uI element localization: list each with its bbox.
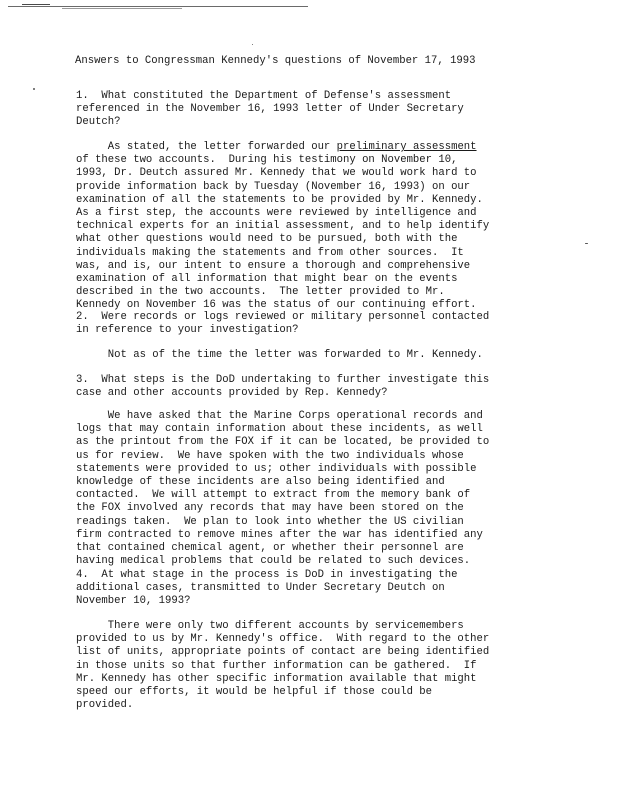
scan-speck bbox=[585, 243, 588, 244]
answer-4 bbox=[76, 620, 556, 712]
answer-line: technical experts for an initial assessment, and to help identify bbox=[76, 220, 490, 233]
scan-artifact-line bbox=[8, 6, 308, 7]
document-title: Answers to Congressman Kennedy's questions of November 17, 1993 bbox=[75, 55, 476, 67]
answer-line: as the printout from the FOX if it can be located, be provided to bbox=[76, 436, 490, 449]
answer-line: There were only two different accounts by servicemembers bbox=[76, 620, 464, 632]
question-2 bbox=[76, 311, 556, 337]
scan-speck bbox=[252, 44, 253, 45]
answer-line: that contained chemical agent, or whether their personnel are bbox=[76, 541, 464, 554]
answer-line: As a first step, the accounts were reviewed by intelligence and bbox=[76, 206, 477, 219]
answer-line: examination of all the statements to be provided by Mr. Kennedy. bbox=[76, 193, 483, 206]
answer-line: the FOX involved any records that may have been stored on the bbox=[76, 502, 464, 515]
answer-line: firm contracted to remove mines after the war has identified any bbox=[76, 528, 483, 541]
question-line: 1. What constituted the Department of Defense's assessment bbox=[76, 90, 452, 102]
answer-line: knowledge of these incidents are also being identified and bbox=[76, 475, 445, 488]
question-1 bbox=[76, 90, 556, 130]
answer-line: Kennedy on November 16 was the status of our continuing effort. bbox=[76, 299, 477, 312]
scan-artifact-line bbox=[62, 8, 182, 9]
question-line: additional cases, transmitted to Under Secretary Deutch on bbox=[76, 582, 445, 595]
answer-line: individuals making the statements and from other sources. It bbox=[76, 246, 464, 259]
answer-line: readings taken. We plan to look into whether the US civilian bbox=[76, 515, 464, 528]
answer-line: Mr. Kennedy has other specific information available that might bbox=[76, 672, 477, 685]
question-3 bbox=[76, 374, 556, 400]
question-line: November 10, 1993? bbox=[76, 595, 191, 608]
answer-line: what other questions would need to be pursued, both with the bbox=[76, 233, 458, 246]
question-line: in reference to your investigation? bbox=[76, 324, 299, 337]
underlined-phrase: preliminary assessment bbox=[336, 141, 477, 153]
question-4 bbox=[76, 569, 556, 609]
scan-speck bbox=[33, 88, 35, 90]
answer-line: having medical problems that could be related to such devices. bbox=[76, 555, 471, 568]
question-line: 2. Were records or logs reviewed or military personnel contacted bbox=[76, 311, 490, 323]
question-line: Deutch? bbox=[76, 116, 121, 129]
answer-line: logs that may contain information about these incidents, as well bbox=[76, 423, 483, 436]
answer-line: We have asked that the Marine Corps operational records and bbox=[76, 410, 483, 422]
answer-line: 1993, Dr. Deutch assured Mr. Kennedy that we would work hard to bbox=[76, 167, 477, 180]
answer-line: of these two accounts. During his testimony on November 10, bbox=[76, 154, 458, 167]
answer-text-prefix: As stated, the letter forwarded our bbox=[76, 141, 337, 153]
answer-line: speed our efforts, it would be helpful if those could be bbox=[76, 685, 433, 698]
answer-line: provide information back by Tuesday (November 16, 1993) on our bbox=[76, 180, 471, 193]
answer-line: in those units so that further information can be gathered. If bbox=[76, 659, 477, 672]
scan-artifact-line bbox=[22, 4, 50, 5]
question-line: 4. At what stage in the process is DoD in investigating the bbox=[76, 569, 458, 581]
question-line: referenced in the November 16, 1993 letter of Under Secretary bbox=[76, 103, 464, 116]
answer-1 bbox=[76, 141, 556, 312]
answer-line: list of units, appropriate points of contact are being identified bbox=[76, 646, 490, 659]
answer-3 bbox=[76, 410, 556, 568]
answer-2 bbox=[76, 349, 556, 362]
answer-line: Not as of the time the letter was forwarded to Mr. Kennedy. bbox=[76, 349, 483, 361]
answer-line: described in the two accounts. The letter provided to Mr. bbox=[76, 286, 445, 299]
answer-line: statements were provided to us; other individuals with possible bbox=[76, 462, 477, 475]
answer-line-with-underline bbox=[76, 141, 556, 154]
answer-line: provided. bbox=[76, 699, 134, 712]
answer-line: was, and is, our intent to ensure a thorough and comprehensive bbox=[76, 259, 471, 272]
question-line: 3. What steps is the DoD undertaking to further investigate this bbox=[76, 374, 490, 386]
answer-line: contacted. We will attempt to extract from the memory bank of bbox=[76, 489, 471, 502]
answer-line: examination of all information that might bear on the events bbox=[76, 272, 458, 285]
answer-line: provided to us by Mr. Kennedy's office. With regard to the other bbox=[76, 633, 490, 646]
answer-line: us for review. We have spoken with the two individuals whose bbox=[76, 449, 464, 462]
question-line: case and other accounts provided by Rep. Kennedy? bbox=[76, 387, 388, 400]
